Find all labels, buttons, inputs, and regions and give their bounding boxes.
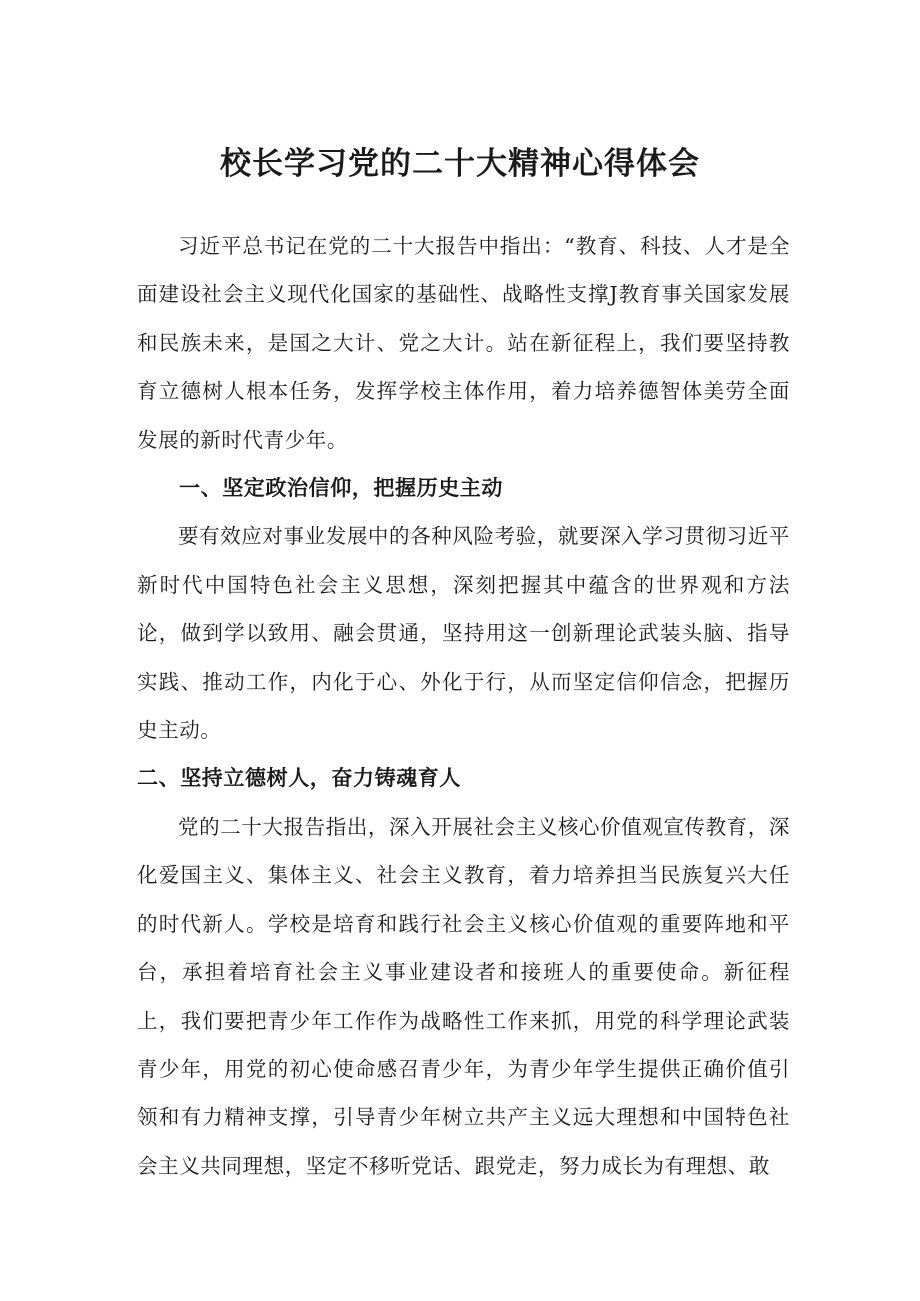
- document-title: 校长学习党的二十大精神心得体会: [220, 146, 700, 182]
- section-heading-1: 一、坚定政治信仰，把握历史主动: [179, 476, 503, 501]
- document-body: [137, 222, 790, 1190]
- section-paragraph-2: 党的二十大报告指出，深入开展社会主义核心价值观宣传教育，深化爱国主义、集体主义、社会主义教育，着力培养担当民族复兴大任的时代新人。学校是培育和践行社会主义核心价值观的重要阵地和平台，承担着培育社会主义事业建设者和接班人的重要使命。新征程上，我们要把青少年工作作为战略性工作来抓，用党的科学理论武装青少年，用党的初心使命感召青少年，为青少年学生提供正确价值引领和有力精神支撑，引导青少年树立共产主义远大理想和中国特色社会主义共同理想，坚定不移听党话、跟党走，努力成长为有理想、敢: [137, 814, 790, 1178]
- intro-paragraph: 习近平总书记在党的二十大报告中指出：“教育、科技、人才是全面建设社会主义现代化国家的基础性、战略性支撑J教育事关国家发展和民族未来，是国之大计、党之大计。站在新征程上，我们要坚持教育立德树人根本任务，发挥学校主体作用，着力培养德智体美劳全面发展的新时代青少年。: [137, 234, 790, 452]
- section-paragraph-1: 要有效应对事业发展中的各种风险考验，就要深入学习贯彻习近平新时代中国特色社会主义思想，深刻把握其中蕴含的世界观和方法论，做到学以致用、融会贯通，坚持用这一创新理论武装头脑、指导实践、推动工作，内化于心、外化于行，从而坚定信仰信念，把握历史主动。: [137, 524, 790, 743]
- section-heading-2: 二、坚持立德树人，奋力铸魂育人: [137, 766, 461, 791]
